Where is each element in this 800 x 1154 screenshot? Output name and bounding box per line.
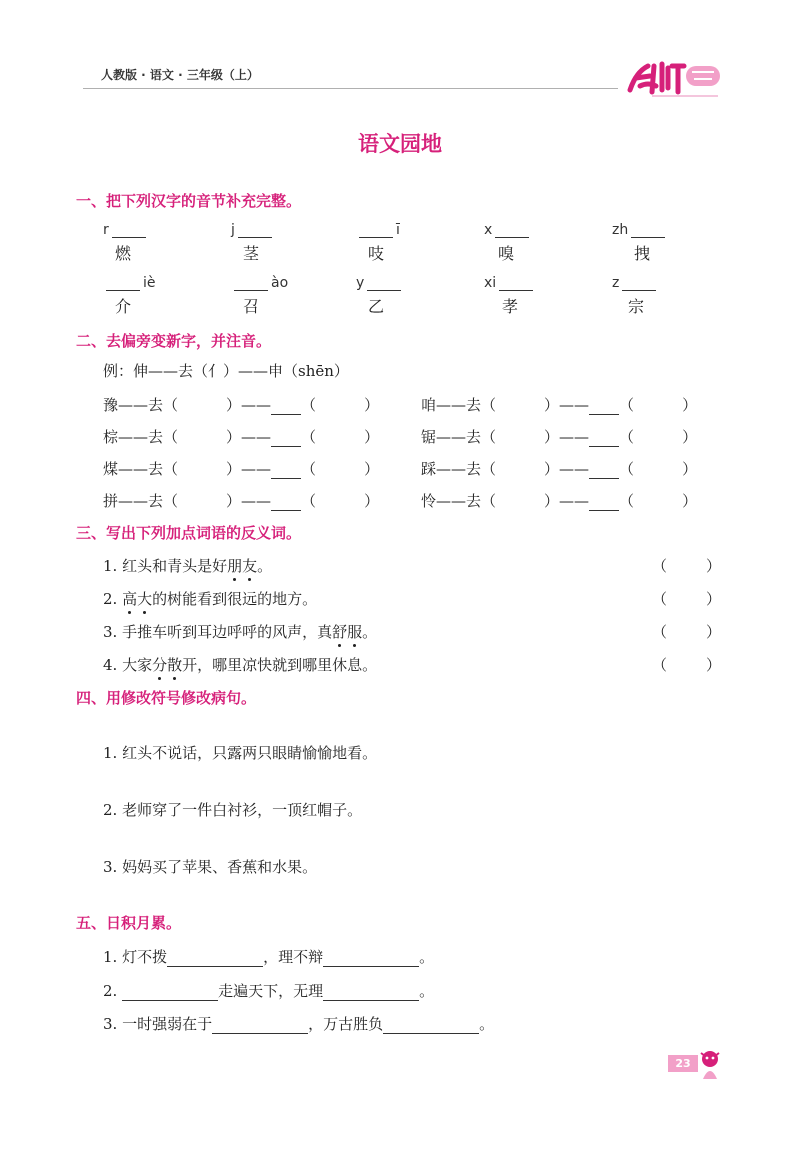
question-text: 2. <box>103 590 123 608</box>
new-char-blank[interactable] <box>271 400 301 415</box>
dotted-char: 大 <box>137 590 153 608</box>
radical-exercise-row <box>103 458 379 479</box>
antonym-question <box>103 621 377 642</box>
dotted-word <box>227 557 257 575</box>
pinyin-text: y <box>356 275 365 291</box>
section4-heading: 四、用修改符号修改病句。 <box>76 689 257 707</box>
proverb-text: 3. 一时强弱在于 <box>103 1015 213 1033</box>
edition-label: 人教版 · 语文 · 三年级（上） <box>101 68 259 82</box>
open-paren: （ <box>619 428 635 446</box>
question-text: 。 <box>362 623 378 641</box>
question-text: 4. 大家 <box>103 656 153 674</box>
proverb-blank[interactable] <box>122 986 218 1001</box>
radical-exercise-row <box>421 426 697 447</box>
radical-exercise-row <box>421 490 697 511</box>
proverb-blank[interactable] <box>212 1019 308 1034</box>
proverb-blank[interactable] <box>323 986 419 1001</box>
source-char: 咱 <box>421 396 437 414</box>
pinyin-item <box>231 222 331 272</box>
hanzi-text: 嗅 <box>497 244 514 263</box>
answer-paren-open: （ <box>652 557 668 575</box>
page-title: 语文园地 <box>358 132 442 156</box>
hanzi-text: 吱 <box>367 244 384 263</box>
source-char: 拼 <box>103 492 119 510</box>
open-paren: （ <box>301 492 317 510</box>
pinyin-item <box>103 222 203 272</box>
mid-text: ）—— <box>226 460 272 478</box>
proverb-text: 。 <box>419 948 435 966</box>
dotted-char: 散 <box>167 656 183 674</box>
close-paren: ） <box>364 428 380 446</box>
radical-exercise-row <box>421 458 697 479</box>
sentence-to-correct[interactable]: 3. 妈妈买了苹果、香蕉和水果。 <box>103 858 318 876</box>
mid-text: ）—— <box>544 396 590 414</box>
hanzi-text: 拽 <box>633 244 650 263</box>
proverb-blank[interactable] <box>383 1019 479 1034</box>
pinyin-text: ī <box>396 222 400 238</box>
dotted-char: 服 <box>347 623 363 641</box>
hanzi-text: 介 <box>114 297 131 316</box>
question-text: 。 <box>257 557 273 575</box>
mid-text: ）—— <box>544 428 590 446</box>
close-paren: ） <box>364 492 380 510</box>
mascot-icon <box>697 1049 723 1081</box>
pinyin-text: x <box>484 222 493 238</box>
dotted-char: 朋 <box>227 557 243 575</box>
proverb-blank[interactable] <box>323 952 419 967</box>
answer-blank[interactable] <box>367 278 401 291</box>
source-char: 锯 <box>421 428 437 446</box>
pinyin-text: ào <box>271 275 289 291</box>
answer-blank[interactable] <box>359 225 393 238</box>
dash-text: ——去（ <box>436 492 497 510</box>
close-paren: ） <box>364 396 380 414</box>
new-char-blank[interactable] <box>271 464 301 479</box>
answer-blank[interactable] <box>631 225 665 238</box>
answer-blank[interactable] <box>234 278 268 291</box>
answer-slot[interactable] <box>668 619 708 641</box>
mid-text: ）—— <box>544 492 590 510</box>
question-text: 的树能看到很远的地方。 <box>152 590 318 608</box>
mid-text: ）—— <box>226 492 272 510</box>
hanzi-text: 乙 <box>367 297 384 316</box>
answer-blank[interactable] <box>622 278 656 291</box>
pinyin-item <box>356 222 456 272</box>
proverb-fill-row <box>103 946 434 967</box>
pinyin-text: iè <box>143 275 156 291</box>
pinyin-item <box>484 222 584 272</box>
source-char: 棕 <box>103 428 119 446</box>
dotted-char: 分 <box>152 656 168 674</box>
header-divider <box>83 88 618 89</box>
antonym-question <box>103 654 377 675</box>
pinyin-text: zh <box>612 222 629 238</box>
question-text: 3. 手推车听到耳边呼呼的风声，真 <box>103 623 333 641</box>
sentence-to-correct[interactable]: 1. 红头不说话，只露两只眼睛愉愉地看。 <box>103 744 378 762</box>
hanzi-text: 茎 <box>242 244 259 263</box>
mid-text: ）—— <box>544 460 590 478</box>
answer-paren-close: ） <box>706 590 722 608</box>
source-char: 煤 <box>103 460 119 478</box>
close-paren: ） <box>682 428 698 446</box>
question-text: 1. 红头和青头是好 <box>103 557 228 575</box>
close-paren: ） <box>682 492 698 510</box>
new-char-blank[interactable] <box>271 432 301 447</box>
dash-text: ——去（ <box>118 396 179 414</box>
proverb-blank[interactable] <box>167 952 263 967</box>
dotted-char: 舒 <box>332 623 348 641</box>
open-paren: （ <box>301 396 317 414</box>
answer-paren-close: ） <box>706 623 722 641</box>
dotted-word <box>152 656 182 674</box>
pinyin-item <box>484 275 584 325</box>
open-paren: （ <box>619 396 635 414</box>
dash-text: ——去（ <box>436 396 497 414</box>
source-char: 踩 <box>421 460 437 478</box>
answer-paren-close: ） <box>706 656 722 674</box>
radical-exercise-row <box>103 490 379 511</box>
open-paren: （ <box>619 460 635 478</box>
answer-slot[interactable] <box>668 553 708 575</box>
dash-text: ——去（ <box>436 460 497 478</box>
radical-exercise-row <box>103 426 379 447</box>
pinyin-text: z <box>612 275 620 291</box>
section5-heading: 五、日积月累。 <box>76 914 182 932</box>
section3-heading: 三、写出下列加点词语的反义词。 <box>76 524 302 542</box>
question-text: 开，哪里凉快就到哪里休息。 <box>182 656 378 674</box>
hanzi-text: 孝 <box>501 297 518 316</box>
radical-exercise-row <box>103 394 379 415</box>
new-char-blank[interactable] <box>589 400 619 415</box>
answer-paren-open: （ <box>652 623 668 641</box>
page-number: 23 <box>668 1055 698 1072</box>
dotted-word <box>122 590 152 608</box>
dash-text: ——去（ <box>118 492 179 510</box>
proverb-text: 。 <box>419 982 435 1000</box>
pinyin-item <box>612 275 712 325</box>
pinyin-text: xi <box>484 275 497 291</box>
proverb-text: ，理不辩 <box>263 948 324 966</box>
antonym-question <box>103 555 272 576</box>
answer-slot[interactable] <box>668 652 708 674</box>
proverb-text: 1. 灯不拨 <box>103 948 168 966</box>
new-char-blank[interactable] <box>589 432 619 447</box>
pinyin-text: j <box>231 222 235 238</box>
example-line: 例：伸——去（亻）——申（shēn） <box>103 362 349 380</box>
answer-paren-open: （ <box>652 656 668 674</box>
answer-slot[interactable] <box>668 586 708 608</box>
dotted-word <box>332 623 362 641</box>
pinyin-item <box>356 275 456 325</box>
proverb-text: ，万古胜负 <box>308 1015 384 1033</box>
proverb-text: 走遍天下，无理 <box>218 982 324 1000</box>
new-char-blank[interactable] <box>589 464 619 479</box>
proverb-text: 。 <box>479 1015 495 1033</box>
answer-paren-open: （ <box>652 590 668 608</box>
proverb-fill-row <box>103 1013 494 1034</box>
proverb-fill-row <box>103 980 434 1001</box>
close-paren: ） <box>682 396 698 414</box>
close-paren: ） <box>682 460 698 478</box>
dash-text: ——去（ <box>118 460 179 478</box>
section2-heading: 二、去偏旁变新字，并注音。 <box>76 332 272 350</box>
dash-text: ——去（ <box>118 428 179 446</box>
pinyin-item <box>612 222 712 272</box>
pinyin-item <box>231 275 331 325</box>
answer-blank[interactable] <box>499 278 533 291</box>
new-char-blank[interactable] <box>589 496 619 511</box>
section1-heading: 一、把下列汉字的音节补充完整。 <box>76 192 302 210</box>
open-paren: （ <box>301 428 317 446</box>
dash-text: ——去（ <box>436 428 497 446</box>
answer-blank[interactable] <box>495 225 529 238</box>
dotted-char: 友 <box>242 557 258 575</box>
hanzi-text: 召 <box>242 297 259 316</box>
open-paren: （ <box>301 460 317 478</box>
brand-logo <box>622 52 722 102</box>
open-paren: （ <box>619 492 635 510</box>
answer-blank[interactable] <box>238 225 272 238</box>
dotted-char: 高 <box>122 590 138 608</box>
hanzi-text: 燃 <box>114 244 131 263</box>
proverb-text: 2. <box>103 982 123 1000</box>
pinyin-item <box>103 275 203 325</box>
sentence-to-correct[interactable]: 2. 老师穿了一件白衬衫，一顶红帽子。 <box>103 801 363 819</box>
hanzi-text: 宗 <box>627 297 644 316</box>
mid-text: ）—— <box>226 428 272 446</box>
source-char: 怜 <box>421 492 437 510</box>
pinyin-text: r <box>103 222 109 238</box>
radical-exercise-row <box>421 394 697 415</box>
new-char-blank[interactable] <box>271 496 301 511</box>
answer-paren-close: ） <box>706 557 722 575</box>
mid-text: ）—— <box>226 396 272 414</box>
answer-blank[interactable] <box>106 278 140 291</box>
close-paren: ） <box>364 460 380 478</box>
antonym-question <box>103 588 317 609</box>
source-char: 豫 <box>103 396 119 414</box>
answer-blank[interactable] <box>112 225 146 238</box>
